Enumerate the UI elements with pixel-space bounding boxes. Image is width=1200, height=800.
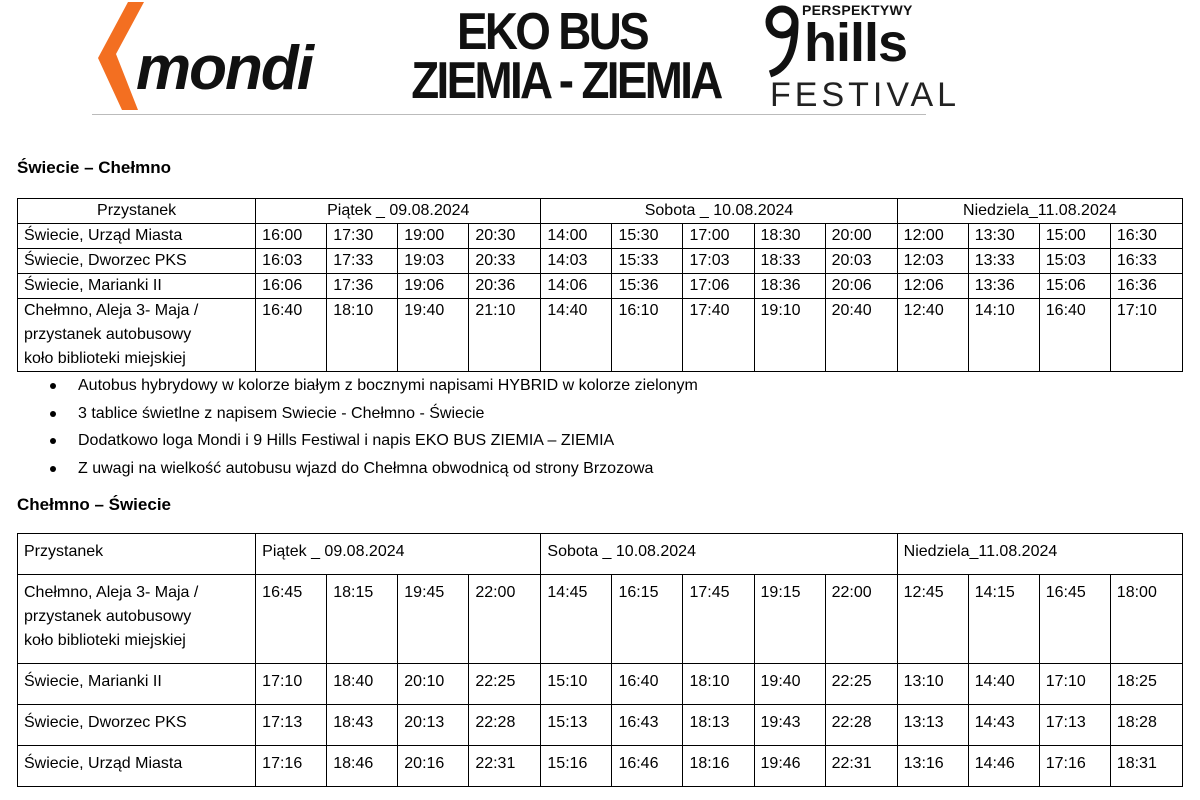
- departure-time: 16:03: [256, 249, 327, 274]
- day-header-sunday: Niedziela_11.08.2024: [897, 199, 1182, 224]
- table-row: [18, 249, 1183, 274]
- departure-time: 17:03: [683, 249, 754, 274]
- departure-time: 13:16: [897, 746, 968, 787]
- notes-list: [50, 372, 698, 482]
- departure-time: 17:10: [1110, 299, 1182, 372]
- departure-time: 22:31: [825, 746, 897, 787]
- nine-hills-icon: [764, 2, 804, 80]
- departure-time: 14:00: [541, 224, 612, 249]
- departure-time: 14:40: [541, 299, 612, 372]
- departure-time: 17:10: [1039, 664, 1110, 705]
- departure-time: 15:10: [541, 664, 612, 705]
- table-row: [18, 746, 1183, 787]
- departure-time: 14:40: [968, 664, 1039, 705]
- departure-time: 17:30: [327, 224, 398, 249]
- departure-time: 16:30: [1110, 224, 1182, 249]
- departure-time: 20:06: [825, 274, 897, 299]
- departure-time: 18:46: [327, 746, 398, 787]
- departure-time: 17:16: [1039, 746, 1110, 787]
- table-row: [18, 299, 1183, 372]
- stop-name: Świecie, Marianki II: [18, 274, 256, 299]
- departure-time: 14:46: [968, 746, 1039, 787]
- departure-time: 16:10: [612, 299, 683, 372]
- eko-bus-line2: ZIEMIA - ZIEMIA: [411, 52, 721, 110]
- departure-time: 12:06: [897, 274, 968, 299]
- departure-time: 22:25: [825, 664, 897, 705]
- departure-time: 17:13: [1039, 705, 1110, 746]
- departure-time: 20:33: [469, 249, 541, 274]
- departure-time: 12:45: [897, 575, 968, 664]
- table-row: [18, 224, 1183, 249]
- note-text: 3 tablice świetlne z napisem Swiecie - Chełmno - Świecie: [78, 404, 485, 422]
- departure-time: 16:40: [256, 299, 327, 372]
- departure-time: 19:40: [398, 299, 469, 372]
- departure-time: 13:30: [968, 224, 1039, 249]
- departure-time: 20:03: [825, 249, 897, 274]
- departure-time: 18:31: [1110, 746, 1182, 787]
- departure-time: 18:15: [327, 575, 398, 664]
- stop-name-line: przystanek autobusowy: [24, 608, 192, 625]
- bullet-icon: [50, 466, 56, 472]
- departure-time: 13:10: [897, 664, 968, 705]
- departure-time: 19:10: [754, 299, 825, 372]
- mondi-logo: [92, 0, 362, 116]
- departure-time: 15:33: [612, 249, 683, 274]
- hills-word: hills: [804, 13, 908, 73]
- departure-time: 19:45: [398, 575, 469, 664]
- route2-timetable: [17, 533, 1183, 787]
- departure-time: 12:40: [897, 299, 968, 372]
- departure-time: 16:43: [612, 705, 683, 746]
- stop-name: Świecie, Dworzec PKS: [18, 249, 256, 274]
- table-row: [18, 664, 1183, 705]
- route1-header-row: [18, 199, 1183, 224]
- departure-time: 17:45: [683, 575, 754, 664]
- departure-time: 16:46: [612, 746, 683, 787]
- departure-time: 16:40: [612, 664, 683, 705]
- stop-name-line: Chełmno, Aleja 3- Maja /: [24, 302, 199, 319]
- departure-time: 14:10: [968, 299, 1039, 372]
- hills-festival-logo: [764, 0, 961, 116]
- departure-time: 21:10: [469, 299, 541, 372]
- departure-time: 16:45: [256, 575, 327, 664]
- departure-time: 18:30: [754, 224, 825, 249]
- stop-header: Przystanek: [18, 534, 256, 575]
- departure-time: 18:33: [754, 249, 825, 274]
- departure-time: 17:06: [683, 274, 754, 299]
- departure-time: 17:40: [683, 299, 754, 372]
- departure-time: 12:03: [897, 249, 968, 274]
- departure-time: 17:13: [256, 705, 327, 746]
- stop-name: Świecie, Dworzec PKS: [18, 705, 256, 746]
- eko-bus-logo: [392, 3, 721, 110]
- departure-time: 20:10: [398, 664, 469, 705]
- departure-time: 18:25: [1110, 664, 1182, 705]
- day-header-sunday: Niedziela_11.08.2024: [897, 534, 1182, 575]
- stop-name: Świecie, Marianki II: [18, 664, 256, 705]
- departure-time: 20:16: [398, 746, 469, 787]
- table-row: [18, 575, 1183, 664]
- departure-time: 20:30: [469, 224, 541, 249]
- table-row: [18, 274, 1183, 299]
- departure-time: 22:25: [469, 664, 541, 705]
- departure-time: 18:43: [327, 705, 398, 746]
- list-item: [50, 455, 698, 483]
- departure-time: 22:28: [825, 705, 897, 746]
- departure-time: 16:00: [256, 224, 327, 249]
- departure-time: 19:15: [754, 575, 825, 664]
- stop-name: Świecie, Urząd Miasta: [18, 224, 256, 249]
- day-header-saturday: Sobota _ 10.08.2024: [541, 534, 897, 575]
- departure-time: 15:30: [612, 224, 683, 249]
- departure-time: 18:16: [683, 746, 754, 787]
- departure-time: 20:40: [825, 299, 897, 372]
- departure-time: 16:15: [612, 575, 683, 664]
- departure-time: 14:15: [968, 575, 1039, 664]
- eko-bus-line1: EKO BUS: [456, 3, 647, 61]
- route2-title: Chełmno – Świecie: [17, 495, 171, 514]
- stop-name: Świecie, Urząd Miasta: [18, 746, 256, 787]
- route1-title: Świecie – Chełmno: [17, 158, 171, 177]
- departure-time: 18:28: [1110, 705, 1182, 746]
- departure-time: 15:13: [541, 705, 612, 746]
- departure-time: 22:00: [825, 575, 897, 664]
- departure-time: 15:16: [541, 746, 612, 787]
- route1-timetable: [17, 198, 1183, 372]
- departure-time: 16:36: [1110, 274, 1182, 299]
- stop-name-line: przystanek autobusowy: [24, 326, 192, 343]
- bullet-icon: [50, 438, 56, 444]
- departure-time: 20:36: [469, 274, 541, 299]
- departure-time: 18:10: [683, 664, 754, 705]
- hills-festival-text: FESTIVAL: [770, 76, 961, 114]
- departure-time: 17:16: [256, 746, 327, 787]
- day-header-saturday: Sobota _ 10.08.2024: [541, 199, 897, 224]
- stop-name-line: koło biblioteki miejskiej: [24, 632, 186, 649]
- departure-time: 22:00: [469, 575, 541, 664]
- departure-time: 14:45: [541, 575, 612, 664]
- departure-time: 16:40: [1039, 299, 1110, 372]
- table-row: [18, 705, 1183, 746]
- header-divider: [92, 114, 926, 115]
- header-logos: [92, 0, 961, 116]
- departure-time: 19:46: [754, 746, 825, 787]
- departure-time: 16:33: [1110, 249, 1182, 274]
- departure-time: 13:13: [897, 705, 968, 746]
- route2-header-row: [18, 534, 1183, 575]
- note-text: Autobus hybrydowy w kolorze białym z bocznymi napisami HYBRID w kolorze zielonym: [78, 377, 698, 394]
- departure-time: 17:00: [683, 224, 754, 249]
- departure-time: 14:06: [541, 274, 612, 299]
- departure-time: 14:03: [541, 249, 612, 274]
- departure-time: 16:06: [256, 274, 327, 299]
- departure-time: 17:10: [256, 664, 327, 705]
- departure-time: 17:33: [327, 249, 398, 274]
- departure-time: 18:40: [327, 664, 398, 705]
- stop-name: [18, 575, 256, 664]
- departure-time: 17:36: [327, 274, 398, 299]
- stop-name: [18, 299, 256, 372]
- departure-time: 19:40: [754, 664, 825, 705]
- departure-time: 22:28: [469, 705, 541, 746]
- note-text: Z uwagi na wielkość autobusu wjazd do Chełmna obwodnicą od strony Brzozowa: [78, 459, 654, 477]
- day-header-friday: Piątek _ 09.08.2024: [256, 534, 541, 575]
- departure-time: 15:36: [612, 274, 683, 299]
- departure-time: 18:00: [1110, 575, 1182, 664]
- departure-time: 19:03: [398, 249, 469, 274]
- departure-time: 18:36: [754, 274, 825, 299]
- list-item: [50, 400, 698, 428]
- departure-time: 15:03: [1039, 249, 1110, 274]
- departure-time: 19:06: [398, 274, 469, 299]
- stop-header: Przystanek: [18, 199, 256, 224]
- departure-time: 19:43: [754, 705, 825, 746]
- departure-time: 15:00: [1039, 224, 1110, 249]
- departure-time: 19:00: [398, 224, 469, 249]
- departure-time: 18:10: [327, 299, 398, 372]
- departure-time: 16:45: [1039, 575, 1110, 664]
- list-item: [50, 372, 698, 400]
- stop-name-line: koło biblioteki miejskiej: [24, 350, 186, 367]
- departure-time: 22:31: [469, 746, 541, 787]
- bullet-icon: [50, 383, 56, 389]
- day-header-friday: Piątek _ 09.08.2024: [256, 199, 541, 224]
- mondi-wordmark: mondi: [136, 34, 312, 103]
- departure-time: 18:13: [683, 705, 754, 746]
- departure-time: 12:00: [897, 224, 968, 249]
- list-item: [50, 427, 698, 455]
- hills-top-text: PERSPEKTYWY: [802, 2, 913, 18]
- departure-time: 13:33: [968, 249, 1039, 274]
- stop-name-line: Chełmno, Aleja 3- Maja /: [24, 584, 199, 601]
- note-text: Dodatkowo loga Mondi i 9 Hills Festiwal i napis EKO BUS ZIEMIA – ZIEMIA: [78, 432, 615, 449]
- departure-time: 15:06: [1039, 274, 1110, 299]
- bullet-icon: [50, 411, 56, 417]
- departure-time: 13:36: [968, 274, 1039, 299]
- departure-time: 14:43: [968, 705, 1039, 746]
- departure-time: 20:13: [398, 705, 469, 746]
- departure-time: 20:00: [825, 224, 897, 249]
